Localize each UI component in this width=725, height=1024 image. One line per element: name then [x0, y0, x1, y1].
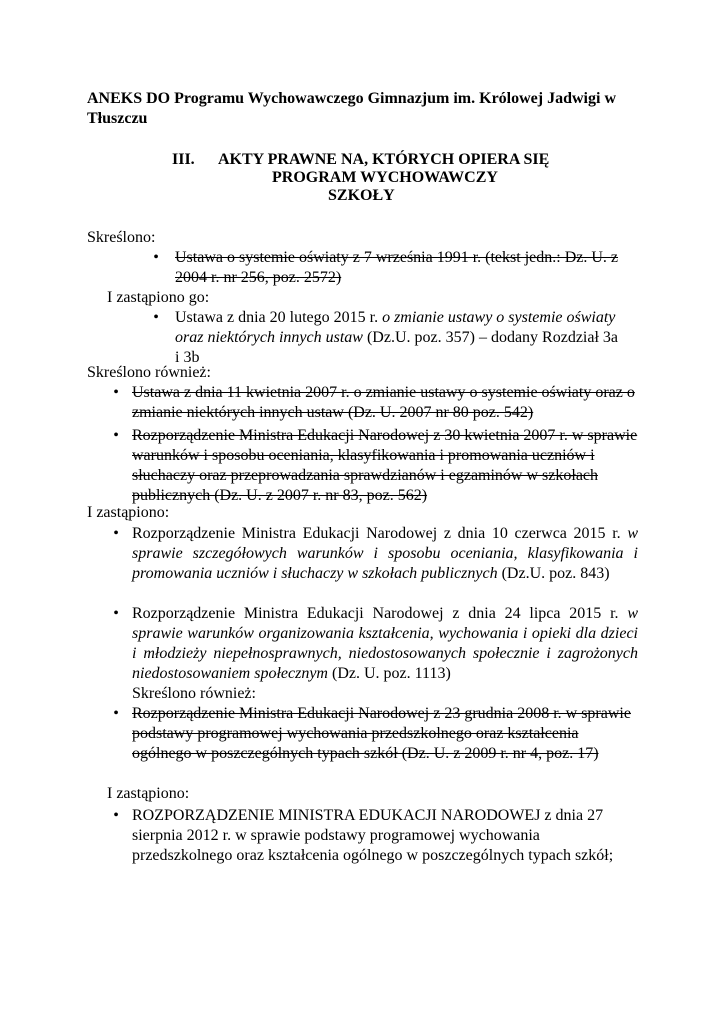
bullet-icon: • [113, 384, 119, 401]
replacement-3-pre: Rozporządzenie Ministra Edukacji Narodowej z dnia 24 lipca 2015 r. [132, 605, 628, 622]
struck-text-2: Ustawa z dnia 11 kwietnia 2007 r. o zmianie ustawy o systemie oświaty oraz o zmianie niektórych innych ustaw (Dz. U. 2007 nr 80 poz. 542) [132, 384, 635, 421]
struck-text-1: Ustawa o systemie oświaty z 7 września 1991 r. (tekst jedn.: Dz. U. z 2004 r. nr 256, poz. 2572) [175, 249, 619, 286]
bullet-icon: • [153, 309, 159, 326]
bullet-icon: • [113, 427, 119, 444]
section-heading-line-2: PROGRAM WYCHOWAWCZY [272, 169, 498, 186]
replacement-2-pre: Rozporządzenie Ministra Edukacji Narodowej z dnia 10 czerwca 2015 r. [132, 525, 628, 542]
section-heading-line-1: AKTY PRAWNE NA, KTÓRYCH OPIERA SIĘ [218, 151, 550, 168]
label-skreslono-rowniez-2: Skreślono również: [132, 685, 256, 702]
replacement-1-post: (Dz.U. poz. 357) – dodany Rozdział 3a i 3b [175, 329, 619, 366]
bullet-icon: • [113, 605, 119, 622]
bullet-icon: • [113, 807, 119, 824]
replacement-text-1 [175, 308, 625, 368]
label-zastapiono-2: I zastąpiono: [107, 785, 190, 802]
label-skreslono: Skreślono: [87, 229, 156, 246]
struck-text-3: Rozporządzenie Ministra Edukacji Narodowej z 30 kwietnia 2007 r. w sprawie warunków i sposobu oceniania, klasyfikowania i promowania uczniów i słuchaczy oraz przeprowadzania sprawdzianów i egzaminów w szkołach publicznych (Dz. U. z 2007 r. nr 83, poz. 562) [132, 427, 638, 504]
replacement-1-pre: Ustawa z dnia 20 lutego 2015 r. [175, 309, 383, 326]
document-title: ANEKS DO Programu Wychowawczego Gimnazjum im. Królowej Jadwigi w Tłuszczu [87, 90, 616, 127]
label-zastapiono-1: I zastąpiono: [87, 504, 170, 521]
section-heading-line-3: SZKOŁY [328, 187, 395, 204]
bullet-icon: • [153, 249, 159, 266]
section-number: III. [172, 151, 195, 168]
label-skreslono-rowniez-1: Skreślono również: [87, 364, 211, 381]
replacement-1-title: o zmianie ustawy o systemie oświaty oraz niektórych innych ustaw [175, 309, 616, 346]
replacement-2-title: w sprawie szczegółowych warunków i sposobu oceniania, klasyfikowania i promowania uczniów i słuchaczy w szkołach publicznych [132, 525, 638, 582]
replacement-text-3 [132, 604, 638, 684]
replacement-2-post: (Dz.U. poz. 843) [497, 565, 610, 582]
replacement-3-title: w sprawie warunków organizowania kształcenia, wychowania i opieki dla dzieci i młodzieży niepełnosprawnych, niedostosowanych społecznie i zagrożonych niedostosowaniem społecznym [132, 605, 638, 682]
label-zastapiono-go: I zastąpiono go: [107, 289, 210, 306]
bullet-icon: • [113, 705, 119, 722]
replacement-text-2 [132, 524, 638, 584]
replacement-text-4: ROZPORZĄDZENIE MINISTRA EDUKACJI NARODOWEJ z dnia 27 sierpnia 2012 r. w sprawie podstawy programowej wychowania przedszkolnego oraz kształcenia ogólnego w poszczególnych typach szkół; [132, 807, 614, 864]
replacement-3-post: (Dz. U. poz. 1113) [327, 665, 451, 682]
struck-text-4: Rozporządzenie Ministra Edukacji Narodowej z 23 grudnia 2008 r. w sprawie podstawy programowej wychowania przedszkolnego oraz kształcenia ogólnego w poszczególnych typach szkół (Dz. U. z 2009 r. nr 4, poz. 17) [132, 705, 631, 762]
bullet-icon: • [113, 525, 119, 542]
